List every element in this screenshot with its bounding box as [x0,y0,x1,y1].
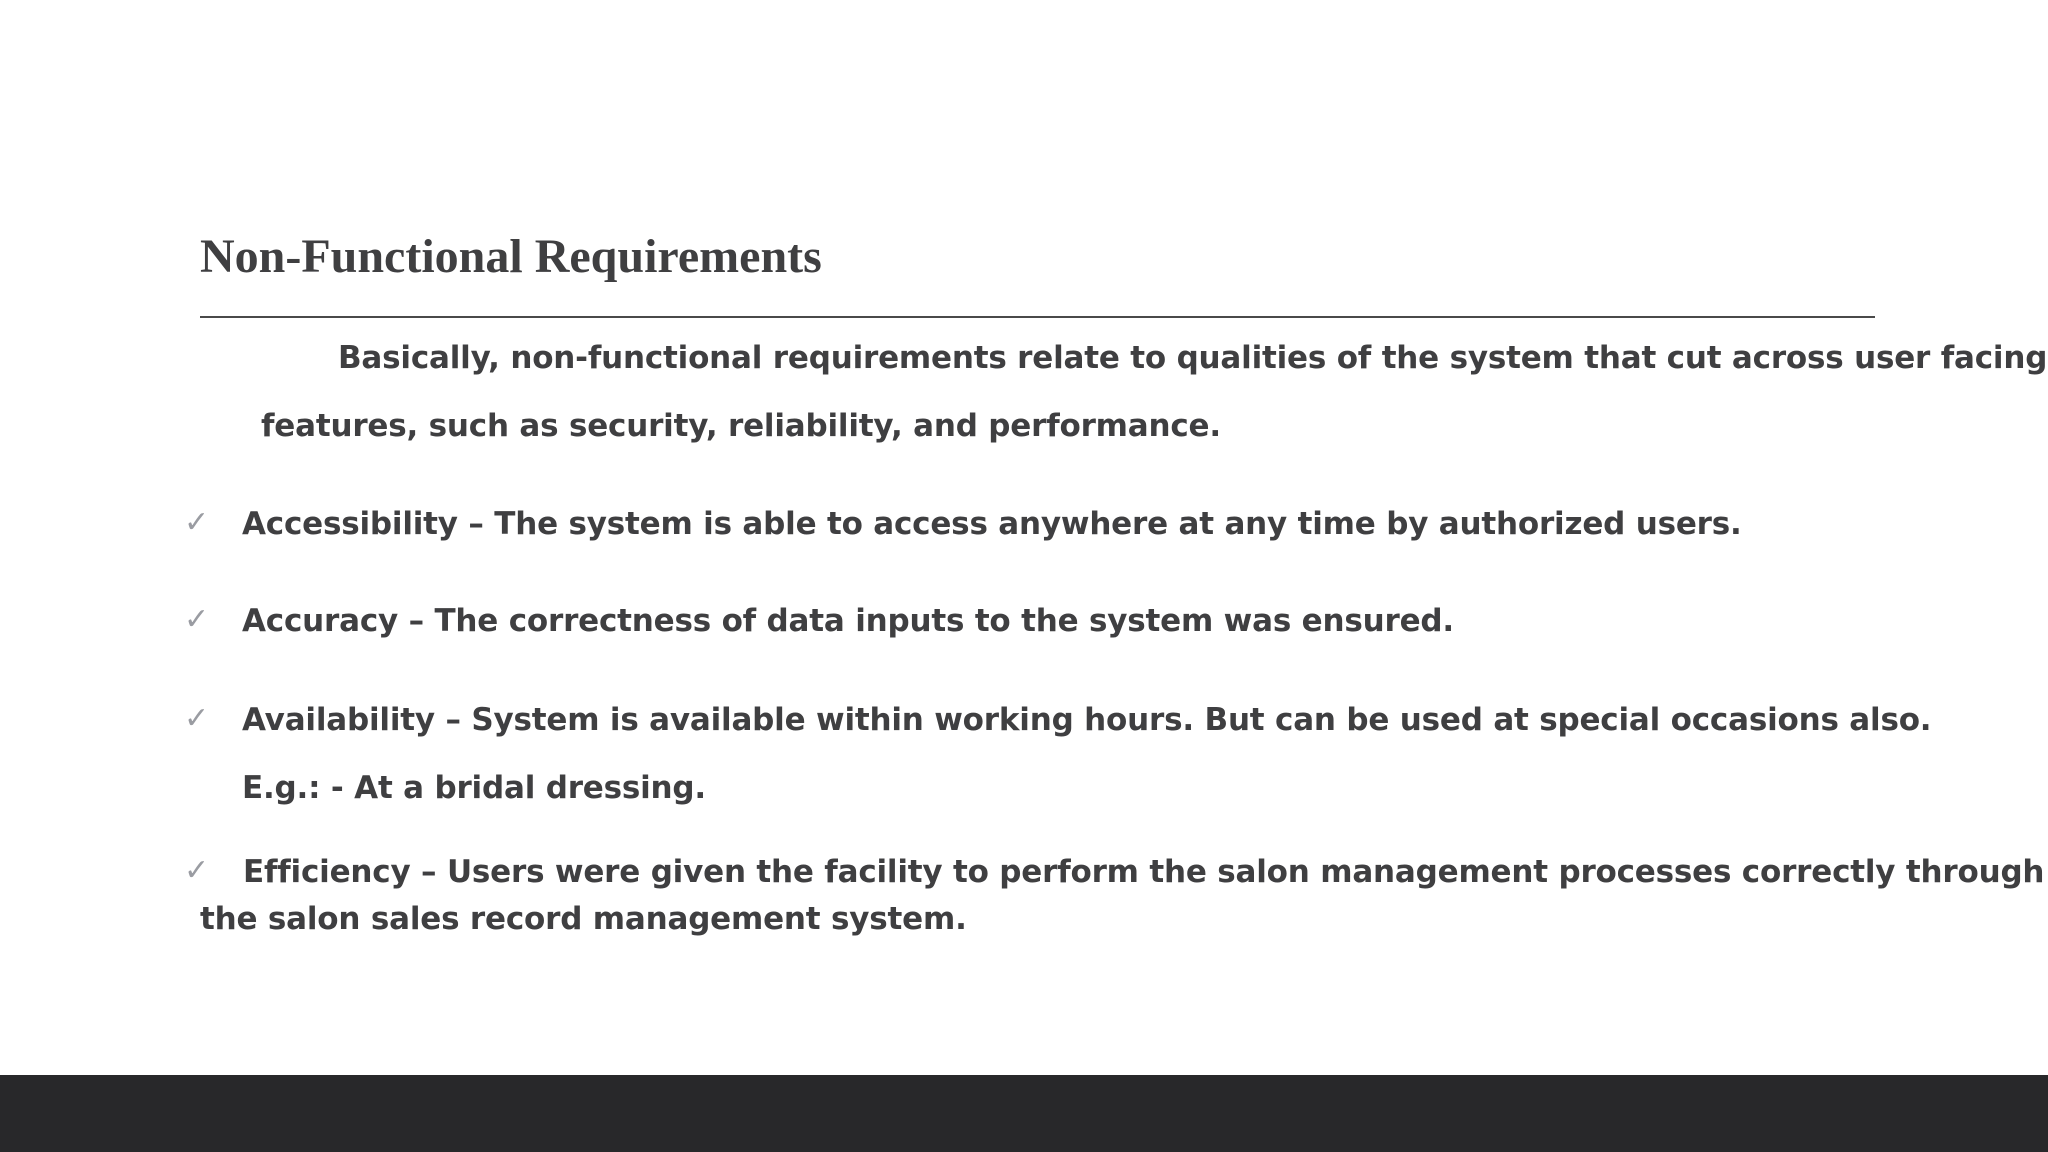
bullet-availability: Availability – System is available within working hours. But can be used at special occasions also. [242,702,1932,738]
bullet-accuracy: Accuracy – The correctness of data inputs to the system was ensured. [242,603,1454,639]
checkmark-icon: ✓ [184,701,210,736]
checkmark-icon: ✓ [184,602,210,637]
checkmark-icon: ✓ [184,505,210,540]
slide-title: Non-Functional Requirements [200,230,822,283]
intro-line-1: Basically, non-functional requirements relate to qualities of the system that cut across user facing [338,340,2048,376]
intro-line-2: features, such as security, reliability, and performance. [261,408,1221,444]
bullet-efficiency: Efficiency – Users were given the facility to perform the salon management processes correctly through [243,854,2045,890]
bullet-accessibility: Accessibility – The system is able to access anywhere at any time by authorized users. [242,506,1742,542]
bullet-availability-example: E.g.: - At a bridal dressing. [242,770,706,806]
footer-bar [0,1075,2048,1152]
checkmark-icon: ✓ [184,853,210,888]
bullet-efficiency-continuation: the salon sales record management system. [200,901,967,937]
title-divider [200,316,1875,318]
